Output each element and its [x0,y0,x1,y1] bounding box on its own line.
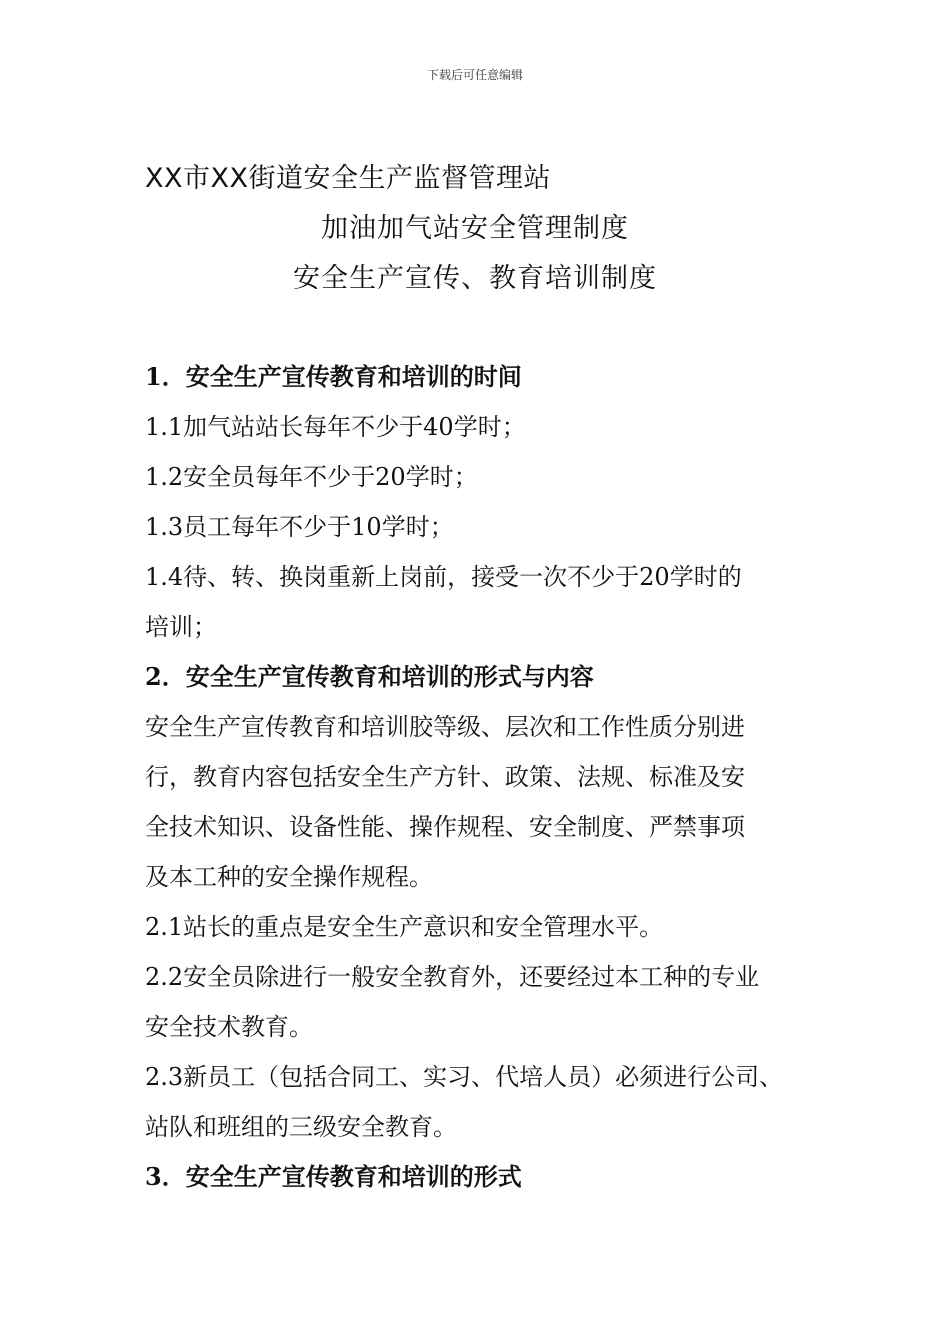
section-heading: 2．安全生产宣传教育和培训的形式与内容 [145,662,594,691]
section-heading: 1．安全生产宣传教育和培训的时间 [145,362,522,391]
paragraph-line: 及本工种的安全操作规程。 [145,863,433,891]
org-title: XX市XX街道安全生产监督管理站 [145,163,551,194]
paragraph-line: 2.3新员工（包括合同工、实习、代培人员）必须进行公司、 [145,1063,784,1091]
paragraph-line: 1.3员工每年不少于10学时； [145,513,454,541]
paragraph-line: 1.1加气站站长每年不少于40学时； [145,413,526,441]
document-body [145,352,835,1202]
section-heading: 3．安全生产宣传教育和培训的形式 [145,1162,522,1191]
paragraph-line: 2.1站长的重点是安全生产意识和安全管理水平。 [145,913,664,941]
paragraph-line: 1.4待、转、换岗重新上岗前，接受一次不少于20学时的 [145,563,742,591]
header-note: 下载后可任意编辑 [426,68,523,82]
paragraph-line: 培训； [145,613,217,641]
paragraph-line: 行，教育内容包括安全生产方针、政策、法规、标准及安 [145,763,745,791]
paragraph-line: 2.2安全员除进行一般安全教育外，还要经过本工种的专业 [145,963,760,991]
paragraph-line: 安全生产宣传教育和培训胶等级、层次和工作性质分别进 [145,713,745,741]
document-title: 加油加气站安全管理制度 [321,213,629,244]
paragraph-line: 站队和班组的三级安全教育。 [145,1113,457,1141]
paragraph-line: 1.2安全员每年不少于20学时； [145,463,478,491]
document-subtitle: 安全生产宣传、教育培训制度 [293,263,657,294]
paragraph-line: 安全技术教育。 [145,1013,313,1041]
paragraph-line: 全技术知识、设备性能、操作规程、安全制度、严禁事项 [145,813,745,841]
